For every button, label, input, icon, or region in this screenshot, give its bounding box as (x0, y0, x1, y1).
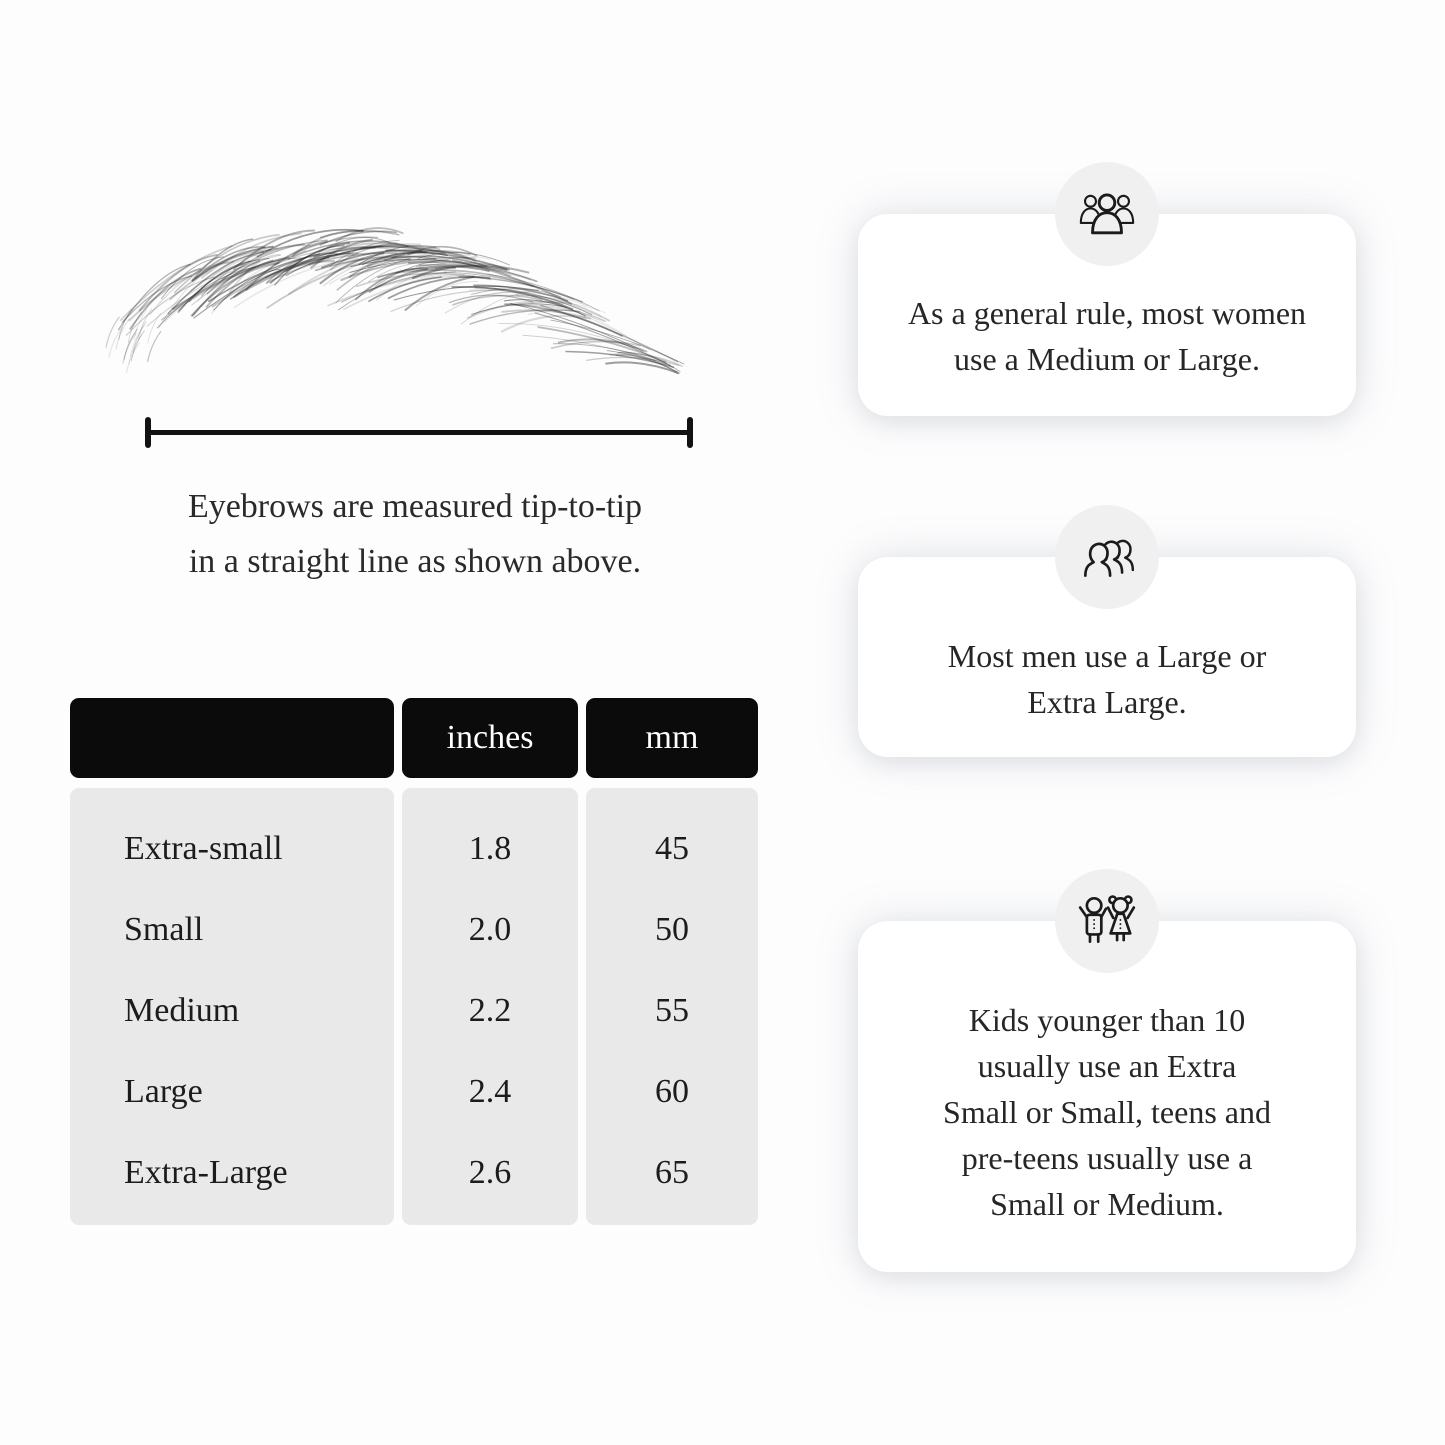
women-group-icon (1074, 181, 1140, 247)
eyebrow-sketch (100, 222, 700, 422)
table-cell-size: Medium (124, 991, 240, 1029)
measurement-line (146, 430, 692, 435)
table-cell-size: Large (124, 1072, 203, 1110)
diagram-caption-line: Eyebrows are measured tip-to-tip (187, 488, 643, 525)
table-cell-size: Small (124, 910, 204, 948)
diagram-caption-line: in a straight line as shown above. (188, 543, 642, 580)
table-cell-inches: 2.0 (468, 910, 512, 948)
card-text-line: Most men use a Large or (947, 638, 1267, 674)
card-kids-sizing (858, 921, 1356, 1272)
table-cell-inches: 2.4 (468, 1072, 512, 1110)
measurement-line-left-cap (145, 417, 151, 448)
card-text-line: As a general rule, most women (907, 295, 1307, 331)
table-cell-mm: 55 (655, 991, 689, 1029)
header-cell-mm: mm (586, 698, 758, 778)
table-cell-mm: 65 (655, 1153, 689, 1191)
table-cell-inches: 2.6 (468, 1153, 512, 1191)
card-text (858, 997, 1356, 1227)
table-cell-mm: 60 (655, 1072, 689, 1110)
card-women-sizing (858, 214, 1356, 416)
icon-circle (1055, 869, 1159, 973)
card-text-line: Small or Medium. (990, 1186, 1224, 1222)
size-table (70, 698, 758, 1225)
card-text-line: usually use an Extra (977, 1048, 1237, 1084)
men-group-icon (1074, 524, 1140, 590)
table-cell-size: Extra-Large (124, 1153, 288, 1191)
header-cell-inches: inches (402, 698, 578, 778)
table-cell-inches: 2.2 (468, 991, 512, 1029)
card-men-sizing (858, 557, 1356, 757)
card-text (858, 290, 1356, 382)
card-text-line: Kids younger than 10 (968, 1002, 1246, 1038)
size-label-column (70, 788, 394, 1225)
diagram-caption (70, 479, 760, 589)
kids-icon (1074, 888, 1140, 954)
card-text-line: Small or Small, teens and (943, 1094, 1271, 1130)
inches-column (402, 788, 578, 1225)
table-cell-size: Extra-small (124, 829, 283, 867)
table-cell-mm: 50 (655, 910, 689, 948)
mm-column (586, 788, 758, 1225)
icon-circle (1055, 505, 1159, 609)
card-text-line: Extra Large. (1027, 684, 1187, 720)
size-table-header (70, 698, 758, 778)
icon-circle (1055, 162, 1159, 266)
table-cell-inches: 1.8 (468, 829, 512, 867)
size-table-body (70, 788, 758, 1225)
measurement-line-right-cap (687, 417, 693, 448)
table-cell-mm: 45 (655, 829, 689, 867)
card-text-line: pre-teens usually use a (961, 1140, 1253, 1176)
header-cell-size (70, 698, 394, 778)
card-text (858, 633, 1356, 725)
card-text-line: use a Medium or Large. (954, 341, 1260, 377)
